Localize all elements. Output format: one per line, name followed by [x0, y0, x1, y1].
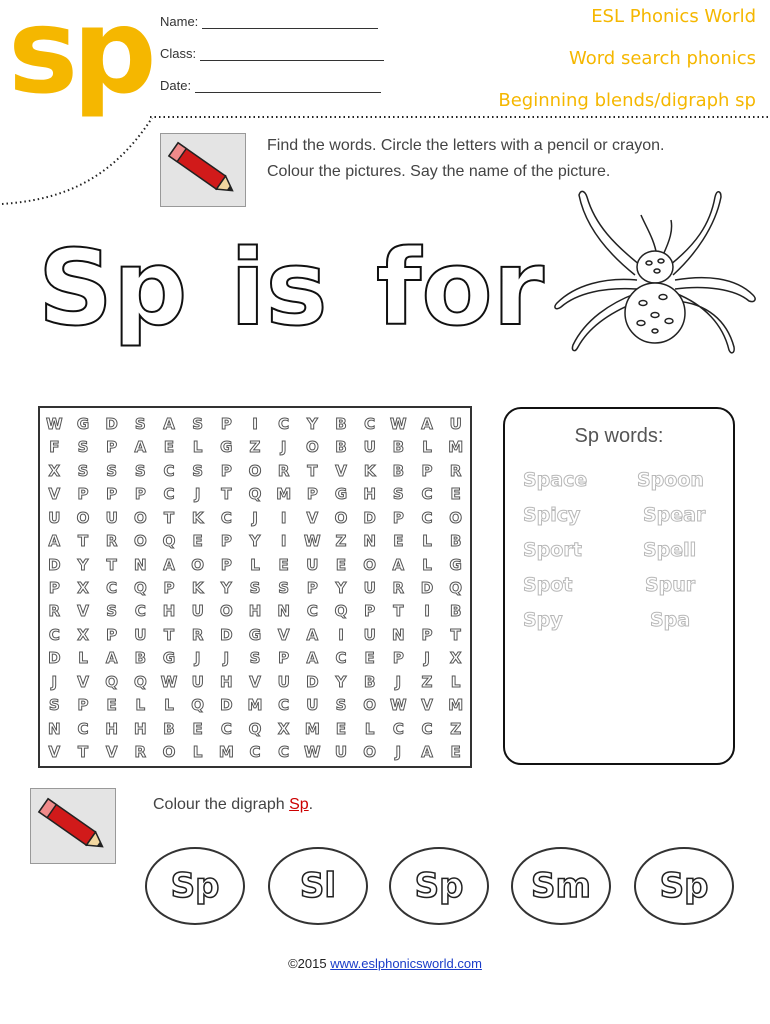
grid-letter[interactable]: B [449, 602, 462, 621]
grid-letter[interactable]: A [392, 555, 405, 574]
grid-letter[interactable]: I [338, 625, 344, 644]
grid-letter[interactable]: X [277, 719, 290, 738]
grid-letter[interactable]: C [364, 414, 376, 433]
grid-letter[interactable]: T [163, 508, 175, 527]
grid-letter[interactable]: N [277, 602, 290, 621]
grid-letter[interactable]: E [335, 555, 347, 574]
grid-letter[interactable]: J [424, 649, 430, 668]
grid-letter[interactable]: G [248, 625, 262, 644]
grid-letter[interactable]: L [192, 743, 203, 762]
grid-letter[interactable]: A [421, 414, 433, 433]
grid-letter[interactable]: Z [421, 672, 433, 691]
grid-letter[interactable]: J [280, 438, 287, 457]
grid-letter[interactable]: E [335, 719, 347, 738]
grid-letter[interactable]: C [421, 719, 433, 738]
grid-letter[interactable]: I [280, 508, 287, 527]
grid-letter[interactable]: C [278, 414, 290, 433]
word-search-grid[interactable] [38, 406, 472, 768]
grid-letter[interactable]: P [392, 649, 404, 668]
grid-letter[interactable]: P [106, 625, 118, 644]
banner-for: for [376, 227, 544, 349]
grid-letter[interactable]: T [307, 461, 318, 480]
grid-letter[interactable]: T [163, 625, 175, 644]
grid-letter[interactable]: Y [249, 532, 261, 551]
word-item: Spell [643, 539, 697, 561]
word-item: Spur [645, 574, 696, 596]
grid-letter[interactable]: W [390, 414, 407, 433]
grid-letter[interactable]: E [450, 485, 461, 504]
grid-letter[interactable]: U [363, 578, 376, 597]
grid-letter[interactable]: C [106, 578, 118, 597]
grid-letter[interactable]: S [249, 578, 261, 597]
grid-letter[interactable]: P [306, 578, 318, 597]
footer [0, 956, 770, 971]
grid-letter[interactable]: U [306, 555, 319, 574]
grid-letter[interactable]: P [106, 485, 118, 504]
grid-letter[interactable]: S [278, 578, 290, 597]
grid-letter[interactable]: Y [335, 672, 347, 691]
grid-letter[interactable]: C [77, 719, 89, 738]
instruction-line-2: Colour the pictures. Say the name of the picture. [267, 163, 611, 180]
grid-letter[interactable]: P [220, 461, 232, 480]
grid-letter[interactable]: Y [306, 414, 318, 433]
word-item: Spoon [637, 469, 704, 491]
grid-letter[interactable]: B [392, 461, 405, 480]
grid-letter[interactable]: K [363, 461, 376, 480]
grid-letter[interactable]: P [421, 625, 433, 644]
grid-letter[interactable]: B [392, 438, 405, 457]
grid-letter[interactable]: W [304, 532, 321, 551]
grid-letter[interactable]: H [105, 719, 118, 738]
grid-letter[interactable]: B [363, 672, 376, 691]
grid-letter[interactable]: D [48, 555, 61, 574]
grid-letter[interactable]: U [105, 508, 118, 527]
grid-letter[interactable]: Q [191, 696, 205, 715]
grid-letter[interactable]: D [363, 508, 376, 527]
word-item: Space [523, 469, 588, 491]
grid-letter[interactable]: J [194, 485, 201, 504]
grid-letter[interactable]: U [48, 508, 61, 527]
grid-letter[interactable]: E [192, 532, 203, 551]
grid-letter[interactable]: P [392, 508, 404, 527]
grid-letter[interactable]: P [77, 696, 89, 715]
grid-letter[interactable]: G [449, 555, 462, 574]
grid-letter[interactable]: K [191, 578, 204, 597]
grid-letter[interactable]: U [363, 625, 376, 644]
grid-letter[interactable]: Q [162, 532, 176, 551]
grid-letter[interactable]: S [106, 602, 118, 621]
grid-letter[interactable]: P [220, 532, 232, 551]
grid-letter[interactable]: S [77, 438, 89, 457]
grid-letter[interactable]: H [248, 602, 262, 621]
grid-letter[interactable]: V [335, 461, 347, 480]
grid-letter[interactable]: S [392, 485, 404, 504]
grid-letter[interactable]: E [278, 555, 289, 574]
grid-letter[interactable]: P [48, 578, 60, 597]
grid-letter[interactable]: C [278, 743, 290, 762]
colour-instruction [153, 796, 313, 814]
word-item: Spot [523, 574, 573, 596]
grid-letter[interactable]: L [250, 555, 260, 574]
grid-letter[interactable]: V [48, 743, 61, 762]
brand-title: ESL Phonics World [591, 6, 756, 27]
grid-letter[interactable]: O [219, 602, 233, 621]
word-list-title: Sp words: [574, 425, 664, 447]
grid-letter[interactable]: T [77, 743, 89, 762]
grid-letter[interactable]: O [162, 743, 176, 762]
grid-letter[interactable]: A [163, 555, 175, 574]
copyright-text: ©2015 [288, 956, 331, 971]
website-link[interactable]: www.eslphonicsworld.com [330, 956, 482, 971]
grid-letter[interactable]: C [421, 485, 433, 504]
grid-letter[interactable]: R [134, 743, 147, 762]
grid-letter[interactable]: A [163, 414, 175, 433]
digraph-circle[interactable]: Sm [511, 847, 611, 925]
grid-letter[interactable]: L [422, 532, 432, 551]
grid-letter[interactable]: L [450, 672, 461, 691]
grid-letter[interactable]: D [220, 625, 233, 644]
grid-letter[interactable]: O [334, 508, 348, 527]
grid-letter[interactable]: E [192, 719, 203, 738]
grid-letter[interactable]: B [163, 719, 175, 738]
grid-letter[interactable]: H [162, 602, 176, 621]
grid-letter[interactable]: Y [220, 578, 232, 597]
grid-letter[interactable]: V [77, 602, 89, 621]
grid-letter[interactable]: S [106, 461, 118, 480]
grid-letter[interactable]: M [448, 696, 464, 715]
grid-letter[interactable]: U [334, 743, 348, 762]
grid-letter[interactable]: U [191, 672, 204, 691]
grid-letter[interactable]: Z [249, 438, 261, 457]
grid-letter[interactable]: L [135, 696, 146, 715]
grid-letter[interactable]: S [134, 414, 146, 433]
grid-letter[interactable]: J [51, 672, 58, 691]
grid-letter[interactable]: V [306, 508, 319, 527]
grid-letter[interactable]: X [449, 649, 462, 668]
grid-letter[interactable]: Y [335, 578, 347, 597]
grid-letter[interactable]: S [192, 414, 204, 433]
grid-letter[interactable]: C [48, 625, 60, 644]
grid-letter[interactable]: E [450, 743, 461, 762]
grid-letter[interactable]: H [134, 719, 147, 738]
name-label: Name: [160, 14, 199, 29]
digraph-circle[interactable]: Sp [389, 847, 489, 925]
instruction-line-1: Find the words. Circle the letters with a pencil or crayon. [267, 137, 665, 154]
word-item: Spicy [523, 504, 581, 526]
grid-letter[interactable]: T [77, 532, 89, 551]
grid-letter[interactable]: S [192, 461, 204, 480]
grid-letter[interactable]: E [393, 532, 404, 551]
grid-letter[interactable]: R [48, 602, 61, 621]
grid-letter[interactable]: P [163, 578, 175, 597]
grid-letter[interactable]: A [134, 438, 147, 457]
grid-letter[interactable]: M [218, 743, 234, 762]
grid-letter[interactable]: B [449, 532, 462, 551]
grid-letter[interactable]: U [363, 438, 376, 457]
grid-letter[interactable]: U [134, 625, 147, 644]
grid-letter[interactable]: Q [248, 485, 262, 504]
grid-letter[interactable]: G [220, 438, 233, 457]
grid-letter[interactable]: W [46, 414, 63, 433]
grid-letter[interactable]: C [392, 719, 404, 738]
grid-letter[interactable]: N [134, 555, 147, 574]
grid-letter[interactable]: T [106, 555, 117, 574]
grid-letter[interactable]: R [191, 625, 204, 644]
grid-letter[interactable]: R [277, 461, 290, 480]
grid-letter[interactable]: R [449, 461, 462, 480]
grid-letter[interactable]: C [421, 508, 433, 527]
grid-letter[interactable]: D [48, 649, 61, 668]
grid-letter[interactable]: M [276, 485, 292, 504]
grid-letter[interactable]: N [48, 719, 61, 738]
grid-letter[interactable]: B [335, 438, 347, 457]
grid-letter[interactable]: L [422, 555, 432, 574]
grid-letter[interactable]: C [278, 696, 290, 715]
word-list-box [503, 407, 735, 765]
grid-letter[interactable]: V [277, 625, 290, 644]
grid-letter[interactable]: E [106, 696, 117, 715]
date-label: Date: [160, 78, 192, 93]
grid-letter[interactable]: T [221, 485, 232, 504]
grid-letter[interactable]: J [223, 649, 230, 668]
grid-letter[interactable]: Q [105, 672, 119, 691]
word-item: Spa [650, 609, 691, 631]
grid-letter[interactable]: J [194, 649, 201, 668]
grid-letter[interactable]: P [278, 649, 290, 668]
grid-letter[interactable]: S [77, 461, 89, 480]
banner-is: is [230, 227, 328, 349]
grid-letter[interactable]: S [335, 696, 347, 715]
grid-letter[interactable]: A [421, 743, 433, 762]
grid-letter[interactable]: J [395, 743, 402, 762]
grid-letter[interactable]: I [280, 532, 287, 551]
grid-letter[interactable]: P [421, 461, 433, 480]
class-field[interactable] [160, 46, 384, 61]
grid-letter[interactable]: Z [450, 719, 462, 738]
grid-letter[interactable]: P [134, 485, 146, 504]
grid-letter[interactable]: V [77, 672, 89, 691]
grid-letter[interactable]: V [249, 672, 261, 691]
class-label: Class: [160, 46, 197, 61]
worksheet-topic: Beginning blends/digraph sp [498, 90, 756, 111]
grid-letter[interactable]: H [220, 672, 233, 691]
grid-letter[interactable]: A [306, 649, 319, 668]
grid-letter[interactable]: A [105, 649, 118, 668]
grid-letter[interactable]: G [334, 485, 348, 504]
grid-letter[interactable]: O [363, 555, 377, 574]
banner-sp: Sp [38, 227, 188, 349]
grid-letter[interactable]: U [277, 672, 290, 691]
grid-letter[interactable]: X [77, 578, 89, 597]
grid-letter[interactable]: U [449, 414, 462, 433]
grid-letter[interactable]: R [105, 532, 118, 551]
grid-letter[interactable]: V [105, 743, 118, 762]
grid-letter[interactable]: U [191, 602, 204, 621]
grid-letter[interactable]: T [393, 602, 404, 621]
grid-letter[interactable]: O [449, 508, 463, 527]
grid-letter[interactable]: Q [449, 578, 463, 597]
grid-letter[interactable]: M [448, 438, 464, 457]
grid-letter[interactable]: D [220, 696, 233, 715]
grid-letter[interactable]: T [450, 625, 461, 644]
grid-letter[interactable]: C [134, 602, 146, 621]
pencil-icon [160, 133, 246, 207]
grid-letter[interactable]: C [306, 602, 318, 621]
grid-letter[interactable]: G [162, 649, 176, 668]
colour-instruction-end: . [308, 796, 314, 813]
word-item: Spy [523, 609, 563, 631]
grid-letter[interactable]: L [78, 649, 88, 668]
grid-letter[interactable]: C [249, 743, 261, 762]
pencil-icon [30, 788, 116, 864]
highlight-digraph: Sp [289, 796, 309, 813]
spider-icon [545, 185, 765, 360]
grid-letter[interactable]: N [363, 532, 376, 551]
grid-letter[interactable]: F [49, 438, 60, 457]
grid-letter[interactable]: J [395, 672, 402, 691]
grid-letter[interactable]: C [220, 508, 232, 527]
grid-letter[interactable]: R [392, 578, 405, 597]
grid-letter[interactable]: H [363, 485, 376, 504]
grid-letter[interactable]: E [163, 438, 175, 457]
grid-letter[interactable]: C [220, 719, 232, 738]
grid-letter[interactable]: P [220, 414, 232, 433]
grid-letter[interactable]: Q [133, 578, 147, 597]
grid-letter[interactable]: K [191, 508, 204, 527]
grid-letter[interactable]: L [164, 696, 174, 715]
grid-letter[interactable]: X [48, 461, 61, 480]
grid-letter[interactable]: W [160, 672, 178, 691]
grid-letter[interactable]: Q [334, 602, 348, 621]
grid-letter[interactable]: S [249, 649, 261, 668]
grid-letter[interactable]: L [364, 719, 375, 738]
grid-letter[interactable]: D [420, 578, 434, 597]
grid-letter[interactable]: Q [248, 719, 262, 738]
grid-letter[interactable]: V [48, 485, 61, 504]
grid-letter[interactable]: O [133, 508, 147, 527]
grid-letter[interactable]: P [364, 602, 376, 621]
name-field[interactable] [160, 14, 378, 29]
grid-letter[interactable]: C [335, 649, 347, 668]
grid-letter[interactable]: N [392, 625, 405, 644]
grid-letter[interactable]: P [106, 438, 118, 457]
grid-letter[interactable]: L [422, 438, 432, 457]
grid-letter[interactable]: O [363, 696, 377, 715]
word-item: Sport [523, 539, 582, 561]
dotted-line-top [150, 112, 770, 122]
grid-letter[interactable]: B [335, 414, 347, 433]
digraph-circle[interactable]: Sp [145, 847, 245, 925]
grid-letter[interactable]: V [421, 696, 433, 715]
grid-letter[interactable]: C [163, 485, 175, 504]
digraph-circle[interactable]: Sl [268, 847, 368, 925]
grid-letter[interactable]: I [252, 414, 258, 433]
grid-letter[interactable]: O [191, 555, 205, 574]
grid-letter[interactable]: C [163, 461, 175, 480]
grid-letter[interactable]: M [304, 719, 320, 738]
grid-letter[interactable]: G [76, 414, 90, 433]
grid-letter[interactable]: L [192, 438, 203, 457]
grid-letter[interactable]: S [134, 461, 146, 480]
grid-letter[interactable]: O [248, 461, 262, 480]
logo-sp: sp [8, 0, 151, 120]
worksheet-type: Word search phonics [568, 48, 756, 69]
dotted-divider [0, 112, 160, 212]
grid-letter[interactable]: U [306, 696, 319, 715]
date-field[interactable] [160, 78, 381, 93]
grid-letter[interactable]: E [364, 649, 375, 668]
word-item: Spear [643, 504, 706, 526]
grid-letter[interactable]: D [105, 414, 118, 433]
grid-letter[interactable]: D [306, 672, 319, 691]
grid-letter[interactable]: O [133, 532, 147, 551]
grid-letter[interactable]: Z [335, 532, 347, 551]
grid-letter[interactable]: I [424, 602, 430, 621]
grid-letter[interactable]: P [306, 485, 318, 504]
grid-letter[interactable]: W [390, 696, 407, 715]
grid-letter[interactable]: W [304, 743, 321, 762]
digraph-circle[interactable]: Sp [634, 847, 734, 925]
grid-letter[interactable]: A [306, 625, 319, 644]
grid-letter[interactable]: O [363, 743, 377, 762]
grid-letter[interactable]: B [134, 649, 147, 668]
grid-letter[interactable]: P [220, 555, 232, 574]
grid-letter[interactable]: A [48, 532, 61, 551]
colour-instruction-text: Colour the digraph [153, 796, 290, 813]
grid-letter[interactable]: P [77, 485, 89, 504]
grid-letter[interactable]: Q [133, 672, 147, 691]
grid-letter[interactable]: X [77, 625, 89, 644]
grid-letter[interactable]: M [247, 696, 263, 715]
grid-letter[interactable]: O [305, 438, 319, 457]
grid-letter[interactable]: J [252, 508, 258, 527]
grid-letter[interactable]: S [48, 696, 60, 715]
grid-letter[interactable]: O [76, 508, 90, 527]
grid-letter[interactable]: Y [77, 555, 89, 574]
